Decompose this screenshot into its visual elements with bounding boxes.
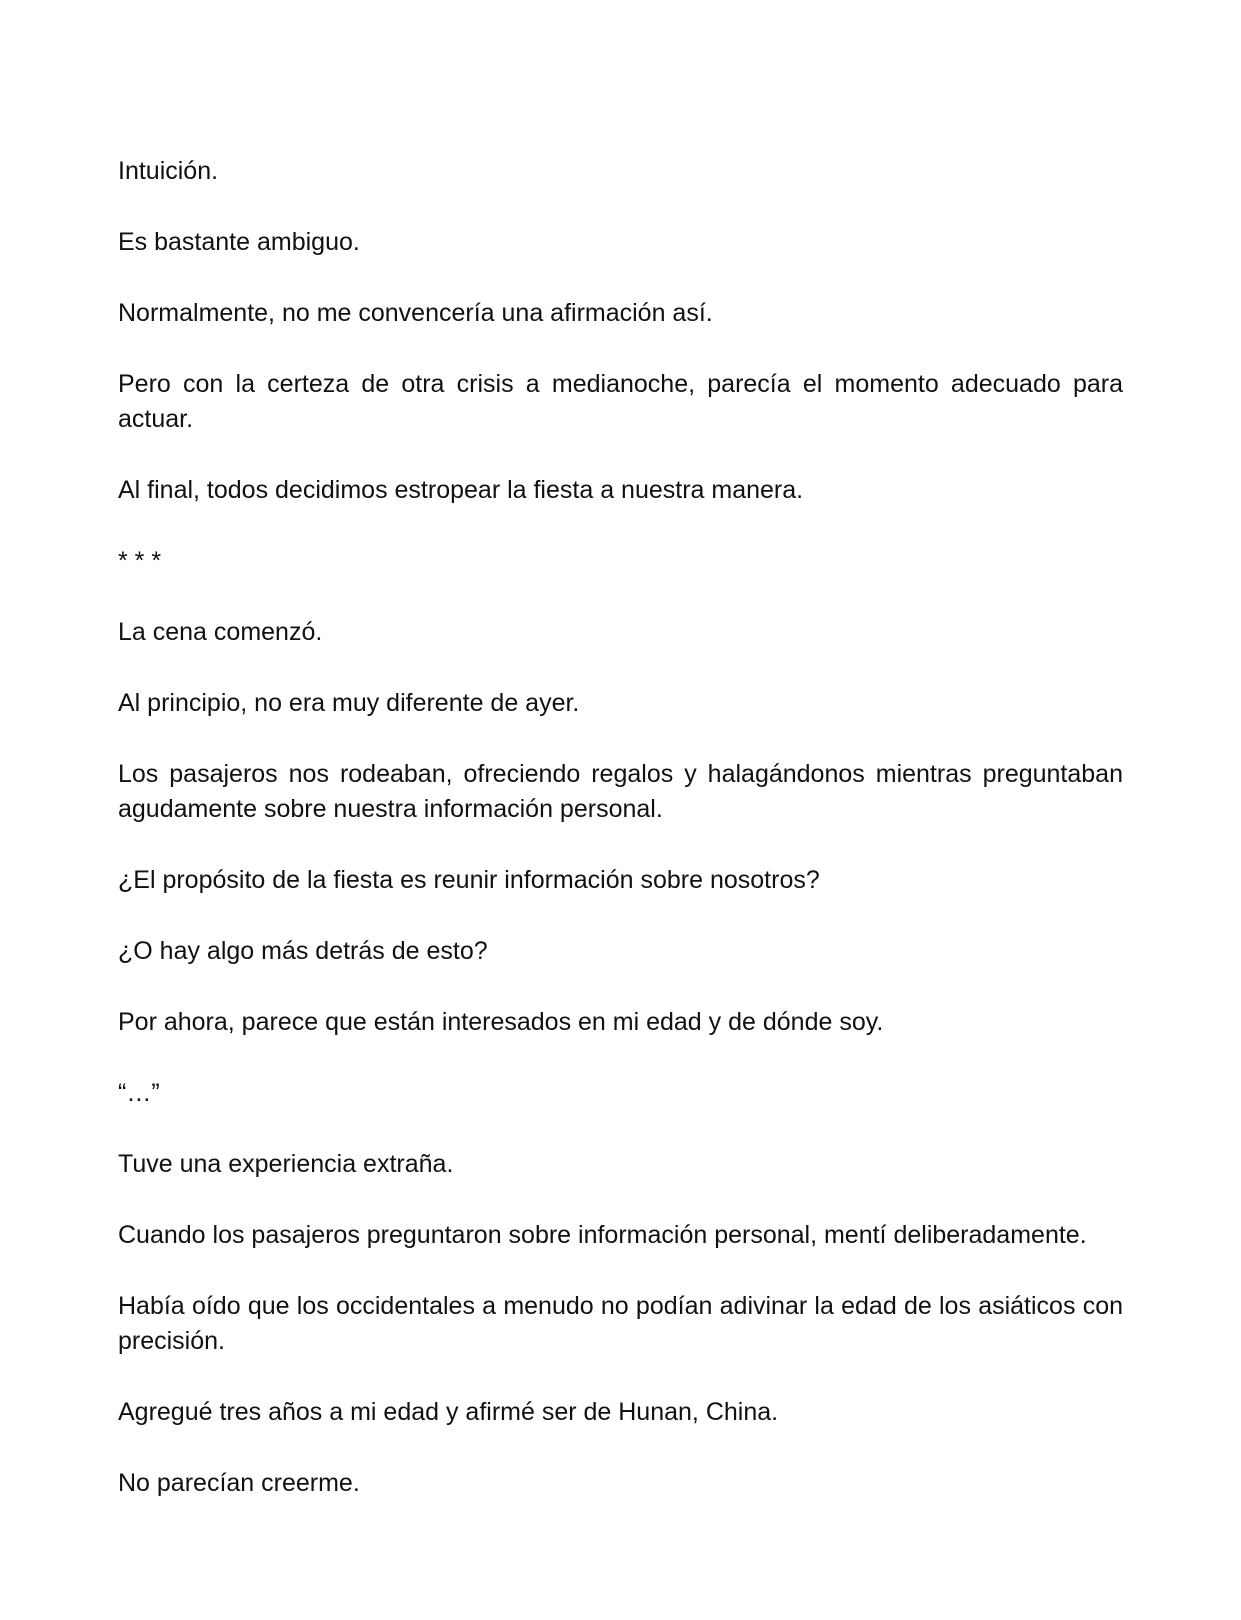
document-body <box>118 154 1123 1501</box>
paragraph: Intuición. <box>118 157 219 185</box>
paragraph: Agregué tres años a mi edad y afirmé ser de Hunan, China. <box>118 1398 779 1426</box>
paragraph: Normalmente, no me convencería una afirmación así. <box>118 299 713 327</box>
paragraph: Al principio, no era muy diferente de ayer. <box>118 689 580 717</box>
paragraph: Pero con la certeza de otra crisis a medianoche, parecía el momento adecuado para actuar. <box>118 370 1123 433</box>
dialogue-line: “…” <box>118 1079 160 1107</box>
paragraph: Cuando los pasajeros preguntaron sobre información personal, mentí deliberadamente. <box>118 1221 1087 1249</box>
paragraph: Es bastante ambiguo. <box>118 228 360 256</box>
paragraph: ¿O hay algo más detrás de esto? <box>118 937 488 965</box>
paragraph: Tuve una experiencia extraña. <box>118 1150 454 1178</box>
scene-break: * * * <box>118 547 162 575</box>
paragraph: No parecían creerme. <box>118 1469 360 1497</box>
paragraph: La cena comenzó. <box>118 618 323 646</box>
paragraph: Los pasajeros nos rodeaban, ofreciendo regalos y halagándonos mientras preguntaban agudamente sobre nuestra información personal. <box>118 760 1123 823</box>
paragraph: ¿El propósito de la fiesta es reunir información sobre nosotros? <box>118 866 820 894</box>
paragraph: Al final, todos decidimos estropear la fiesta a nuestra manera. <box>118 476 804 504</box>
paragraph: Había oído que los occidentales a menudo no podían adivinar la edad de los asiáticos con precisión. <box>118 1292 1123 1355</box>
paragraph: Por ahora, parece que están interesados en mi edad y de dónde soy. <box>118 1008 884 1036</box>
